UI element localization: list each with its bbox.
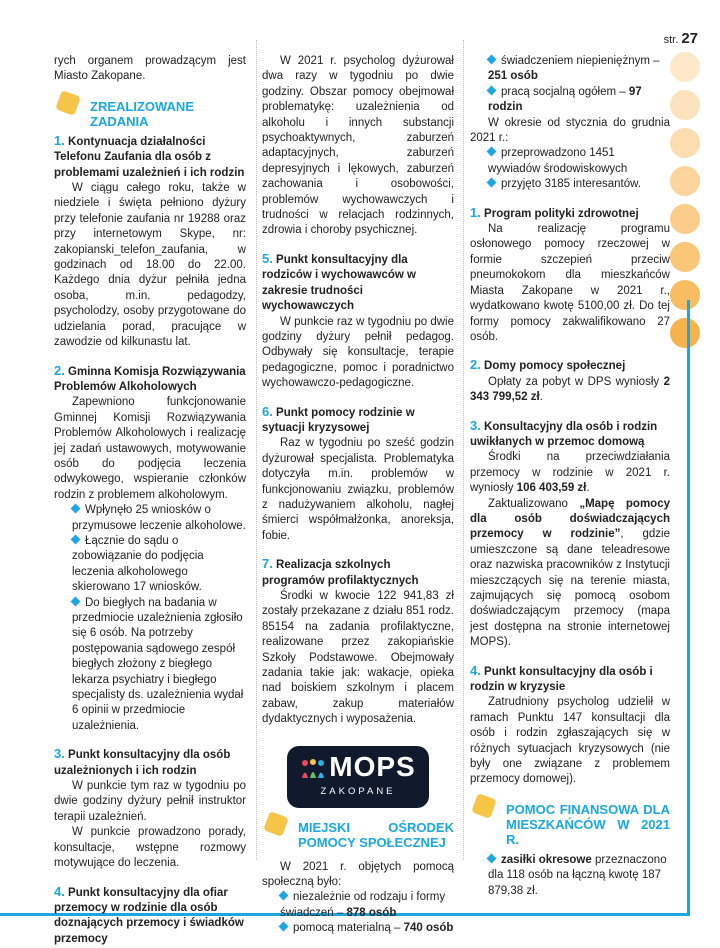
paragraph: Zapewniono funkcjonowanie Gminnej Komisji Rozwiązywania Problemów Alkoholowych i realizację jej zadań ustawowych, motywowanie osób do podjęcia leczenia odwykowego, wspieranie członków rodzin z problemem alkoholowym. bbox=[54, 396, 246, 501]
bullet-item: Łącznie do sądu o zobowiązanie do podjęcia leczenia alkoholowego skierowano 17 wniosków. bbox=[54, 534, 246, 596]
paragraph: Zatrudniony psycholog udzielił w ramach Punktu 147 konsultacji dla osób i rodzin zgłaszających się w różnych sytuacjach kryzysowych (nie były one związane z problemem przemocy domowej). bbox=[470, 696, 670, 786]
logo-subtitle: ZAKOPANE bbox=[320, 786, 396, 798]
column-separator bbox=[463, 40, 465, 860]
page-number: str. 27 bbox=[663, 30, 698, 47]
column-separator bbox=[256, 40, 258, 860]
hexagon-icon bbox=[471, 793, 497, 819]
paragraph: W okresie od stycznia do grudnia 2021 r.: bbox=[470, 116, 670, 145]
decor-dot bbox=[670, 204, 700, 234]
section-heading-mops: MIEJSKI OŚRODEK POMOCY SPOŁECZNEJ bbox=[262, 820, 454, 850]
decor-dot bbox=[670, 128, 700, 158]
heading: 2. Gminna Komisja Rozwiązywania Problemów Alkoholowych bbox=[54, 362, 246, 393]
heading: 7. Realizacja szkolnych programów profilaktycznych bbox=[262, 556, 419, 587]
heading: 3. Punkt konsultacyjny dla osób uzależnionych i ich rodzin bbox=[54, 746, 231, 777]
decor-dot bbox=[670, 52, 700, 82]
section-heading-realized-tasks: ZREALIZOWANE ZADANIA bbox=[54, 99, 246, 129]
decor-dot bbox=[670, 90, 700, 120]
paragraph: Środki na przeciwdziałania przemocy w rodzinie w 2021 r. wyniosły 106 403,59 zł. bbox=[470, 451, 670, 495]
bullet-item: pracą socjalną ogółem – 97 rodzin bbox=[470, 85, 670, 116]
hexagon-icon bbox=[263, 811, 289, 837]
hexagon-icon bbox=[55, 90, 81, 116]
column-2 bbox=[262, 54, 454, 937]
heading: 1. Kontynuacja działalności Telefonu Zaufania dla osób z problemami uzależnień i ich rodzin bbox=[54, 132, 245, 179]
paragraph: Zaktualizowano „Mapę pomocy dla osób doświadczających przemocy w rodzinie”, gdzie umieszczone są dane teleadresowe oraz nazwiska pracowników z Instytucji mieszczących się na terenie miasta, zajmujących się pomocą osobom doświadczającym przemocy (mapa jest dostępna na stronie internetowej MOPS). bbox=[470, 497, 670, 649]
bullet-item: zasiłki okresowe przeznaczono dla 118 osób na łączną kwotę 187 879,38 zł. bbox=[470, 853, 670, 899]
column-3 bbox=[470, 54, 670, 899]
decor-dot bbox=[670, 318, 700, 348]
paragraph: W 2021 r. psycholog dyżurował dwa razy w tygodniu po dwie godziny. Obszar pomocy obejmował problematykę: uzależnienia od alkoholu i innych substancji psychoaktywnych, zaburzeń adaptacyjnych, zaburzeń depresyjnych i lękowych, zaburzeń zachowania i osobowości, problemów wychowawczych i trudności w relacjach rodzinnych, zdrowia i choroby psychicznej. bbox=[262, 55, 454, 237]
logo-mark: MOPS bbox=[300, 753, 415, 781]
bullet-item: świadczeniem niepieniężnym – 251 osób bbox=[470, 54, 670, 85]
paragraph: Środki w kwocie 122 941,83 zł zostały przekazane z działu 851 rodz. 85154 na zadania profilaktyczne, realizowane przez zakopiańskie Szkoły Podstawowe. Obejmowały zadania takie jak: wakacje, opieka nad boiskiem szkolnym i placem zabaw, zakup materiałów dydaktycznych i wyposażenia. bbox=[262, 590, 454, 726]
heading: 1. Program polityki zdrowotnej bbox=[470, 204, 639, 220]
paragraph: Raz w tygodniu po sześć godzin dyżurował specjalista. Problematyka dotyczyła m.in. problemów w funkcjonowaniu związku, problemów z nadużywaniem alkoholu, nagłej śmierci współmałżonka, anoreksja, fobie. bbox=[262, 437, 454, 542]
decor-dot bbox=[670, 242, 700, 272]
heading: 6. Punkt pomocy rodzinie w sytuacji kryzysowej bbox=[262, 403, 415, 434]
paragraph: W 2021 r. objętych pomocą społeczną było: bbox=[262, 860, 454, 889]
bullet-item: przeprowadzono 1451 wywiadów środowiskowych bbox=[470, 146, 670, 177]
heading: 2. Domy pomocy społecznej bbox=[470, 357, 626, 373]
heading: 5. Punkt konsultacyjny dla rodziców i wychowawców w zakresie trudności wychowawczych bbox=[262, 250, 416, 313]
decor-dot bbox=[670, 280, 700, 310]
paragraph: Na realizację programu osłonowego pomocy rzeczowej w formie szczepień przeciw pneumokokom dla mieszkańców Miasta Zakopane w 2021 r., wydatkowano kwotę 5100,00 zł. Do tej formy pomocy zakwalifikowano 27 osób. bbox=[470, 223, 670, 343]
paragraph: W punkcie prowadzono porady, konsultacje, wstępne rozmowy motywujące do leczenia. bbox=[54, 826, 246, 870]
column-1 bbox=[54, 54, 246, 947]
bullet-item: niezależnie od rodzaju i formy świadczeń – 878 osób bbox=[262, 890, 454, 921]
paragraph: Opłaty za pobyt w DPS wyniosły 2 343 799,52 zł. bbox=[470, 375, 670, 404]
mops-logo bbox=[287, 746, 429, 808]
heading: 4. Punkt konsultacyjny dla osób i rodzin w kryzysie bbox=[470, 662, 653, 694]
paragraph: W ciągu całego roku, także w niedziele i święta pełniono dyżury przy telefonie zaufania nr 19288 oraz przy internetowym Skype, nr: zakopianski_telefon_zaufania, w godzinach od 18.00 do 22.00. Każdego dnia dyżur pełniła jedna osoba, m.in. pedagodzy, psycholodzy, osoby przygotowane do udzielania porad, pracujące w zawodzie od kilkunastu lat. bbox=[54, 182, 246, 349]
bullet-item: Wpłynęło 25 wniosków o przymusowe leczenie alkoholowe. bbox=[54, 503, 246, 534]
bullet-item: pomocą materialną – 740 osób bbox=[262, 921, 454, 936]
bullet-item: Do biegłych na badania w przedmiocie uzależnienia zgłosiło się 6 osób. Na potrzeby postępowania sądowego zespół biegłych złożony z biegłego lekarza psychiatry i biegłego specjalisty ds. uzależnienia wydał 6 opinii w przedmiocie uzależnienia. bbox=[54, 596, 246, 735]
section-heading-financial-aid: POMOC FINANSOWA DLA MIESZKAŃCÓW W 2021 R. bbox=[470, 802, 670, 847]
heading: 3. Konsultacyjny dla osób i rodzin uwikłanych w przemoc domową bbox=[470, 417, 658, 448]
paragraph: W punkcie raz w tygodniu po dwie godziny dyżury pełnił pedagog. Odbywały się konsultacje, terapie pedagogiczne, pomoc i poradnictwo wychowawczo-pedagogiczne. bbox=[262, 315, 454, 390]
paragraph: rych organem prowadzącym jest Miasto Zakopane. bbox=[54, 55, 246, 83]
heading: 4. Punkt konsultacyjny dla ofiar przemocy w rodzinie dla osób doznających przemocy i świadków przemocy bbox=[54, 883, 244, 945]
paragraph: W punkcie tym raz w tygodniu po dwie godziny dyżury pełnił instruktor terapii uzależnień. bbox=[54, 780, 246, 823]
bullet-item: przyjęto 3185 interesantów. bbox=[470, 177, 670, 192]
right-accent-line bbox=[687, 300, 690, 916]
decor-dot bbox=[670, 166, 700, 196]
people-icon bbox=[300, 758, 326, 780]
